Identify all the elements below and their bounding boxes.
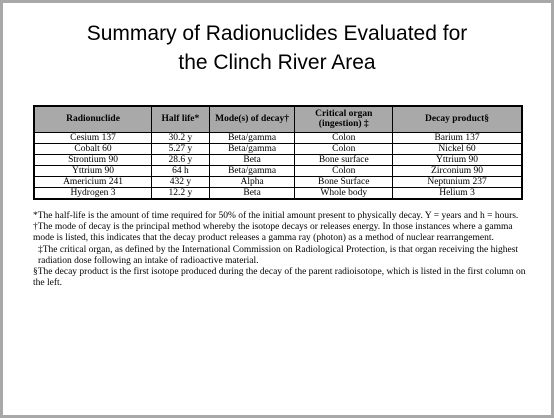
header-decay-product: Decay product§ [393, 106, 522, 132]
cell-critical-organ: Colon [295, 165, 393, 176]
table-row [34, 176, 522, 187]
radionuclide-table-container [33, 105, 523, 200]
table-row [34, 165, 522, 176]
header-critical-organ: Critical organ (ingestion) ‡ [295, 106, 393, 132]
cell-decay-product: Barium 137 [393, 132, 522, 143]
header-decay-mode: Mode(s) of decay† [209, 106, 295, 132]
cell-critical-organ: Colon [295, 143, 393, 154]
slide-title [3, 19, 551, 77]
table-row [34, 154, 522, 165]
cell-decay-mode: Beta/gamma [209, 165, 295, 176]
cell-critical-organ: Bone surface [295, 154, 393, 165]
cell-decay-mode: Beta [209, 187, 295, 199]
table-row [34, 143, 522, 154]
cell-critical-organ: Colon [295, 132, 393, 143]
cell-radionuclide: Hydrogen 3 [34, 187, 152, 199]
cell-radionuclide: Cesium 137 [34, 132, 152, 143]
cell-radionuclide: Strontium 90 [34, 154, 152, 165]
title-line-2: the Clinch River Area [178, 51, 376, 74]
cell-decay-product: Helium 3 [393, 187, 522, 199]
cell-critical-organ: Whole body [295, 187, 393, 199]
cell-decay-product: Yttrium 90 [393, 154, 522, 165]
cell-decay-mode: Alpha [209, 176, 295, 187]
cell-radionuclide: Cobalt 60 [34, 143, 152, 154]
cell-decay-product: Nickel 60 [393, 143, 522, 154]
cell-decay-product: Neptunium 237 [393, 176, 522, 187]
cell-half-life: 28.6 y [152, 154, 210, 165]
cell-half-life: 64 h [152, 165, 210, 176]
footnote-half-life: *The half-life is the amount of time required for 50% of the initial amount present to physically decay. Y = years and h = hours. [33, 211, 519, 221]
table-header-row [34, 106, 522, 132]
table-footnotes [33, 211, 533, 289]
cell-critical-organ: Bone Surface [295, 176, 393, 187]
footnote-critical-organ: ‡The critical organ, as defined by the International Commission on Radiological Protection, is that organ receiving the highest radiation dose following an intake of radioactive material. [38, 244, 519, 266]
footnote-decay-product: §The decay product is the first isotope produced during the decay of the parent radioisotope, which is listed in the first column on the left. [33, 267, 526, 289]
header-radionuclide: Radionuclide [34, 106, 152, 132]
cell-half-life: 432 y [152, 176, 210, 187]
cell-decay-mode: Beta [209, 154, 295, 165]
cell-radionuclide: Yttrium 90 [34, 165, 152, 176]
cell-half-life: 30.2 y [152, 132, 210, 143]
cell-radionuclide: Americium 241 [34, 176, 152, 187]
cell-decay-mode: Beta/gamma [209, 132, 295, 143]
cell-half-life: 5.27 y [152, 143, 210, 154]
table-row [34, 132, 522, 143]
header-half-life: Half life* [152, 106, 210, 132]
footnote-decay-mode: †The mode of decay is the principal method whereby the isotope decays or releases energy. In those instances where a gamma mode is listed, this indicates that the decay product releases a gamma ray (photon) as a method of nuclear rearrangement. [33, 222, 513, 244]
radionuclide-table [33, 105, 523, 200]
table-row [34, 187, 522, 199]
cell-decay-product: Zirconium 90 [393, 165, 522, 176]
cell-half-life: 12.2 y [152, 187, 210, 199]
title-line-1: Summary of Radionuclides Evaluated for [86, 22, 468, 45]
cell-decay-mode: Beta/gamma [209, 143, 295, 154]
